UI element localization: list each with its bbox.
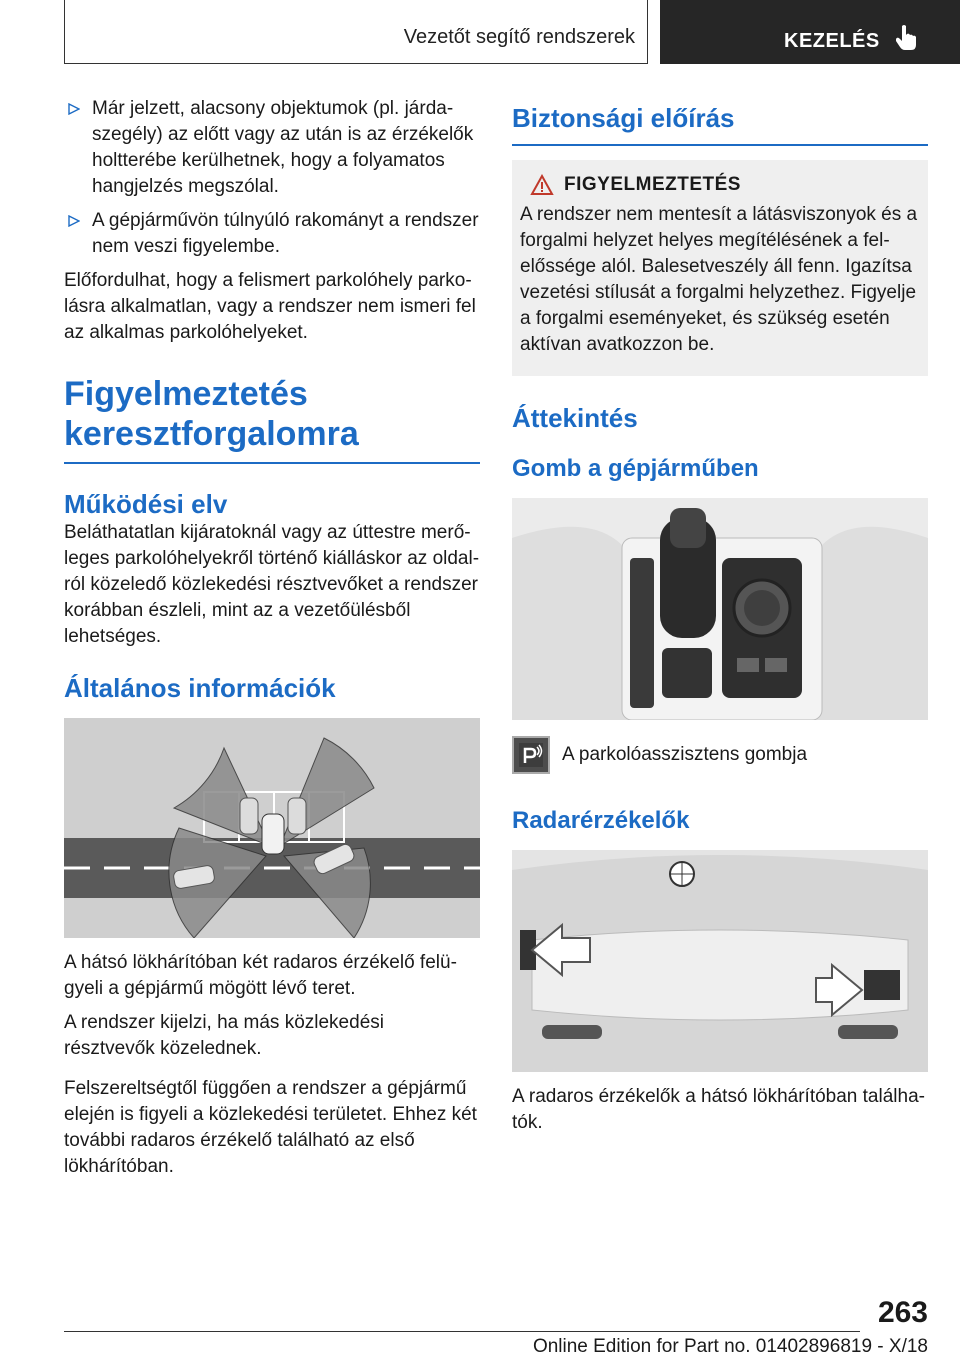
header-section-title: Vezetőt segítő rendszerek: [403, 26, 635, 48]
center-console-photo: [512, 498, 928, 720]
list-item: [64, 96, 480, 200]
left-column: [64, 96, 480, 1188]
paragraph: A rendszer kijelzi, ha más közlekedési résztvevők közelednek.: [64, 1012, 384, 1059]
cross-traffic-illustration: [64, 718, 480, 938]
warning-title: FIGYELMEZTETÉS: [564, 174, 741, 195]
rear-bumper-photo: [512, 850, 928, 1072]
paragraph: Felszereltségtől függően a rendszer a gépjármű elején is figyeli a közlekedési területet. Ehhez két további radaros érzékelő található az első lökhárítóban.: [64, 1078, 477, 1177]
pointing-hand-icon: [896, 24, 918, 50]
header-section-box: [64, 0, 648, 64]
header-chapter-label: KEZELÉS: [784, 30, 880, 52]
parking-sensor-icon: [517, 741, 545, 769]
bullet-text: Már jelzett, alacsony objektumok (pl. járdaszegély) az előtt vagy az után is az érzékelők holtterébe kerülhetnek, hogy a folyamatos hangjelzés megszólal.: [92, 98, 474, 197]
bullet-text: A gépjárművön túlnyúló rakományt a rendszer nem veszi figyelembe.: [92, 210, 479, 257]
heading-principle: Működési elv: [64, 489, 228, 519]
paragraph: Előfordulhat, hogy a felismert parkolóhely parkolásra alkalmatlan, vagy a rendszer nem ismeri fel az alkalmas parkolóhelyeket.: [64, 270, 476, 343]
warning-text: A rendszer nem mentesít a látásviszonyok és a forgalmi helyzet helyes megítélésének a felelőssége alól. Balesetveszély áll fenn. Igazítsa vezetési stílusát a forgalmi helyzethez. Figyelje a forgalmi eseményeket, és szükség esetén aktívan avatkozzon be.: [520, 204, 918, 355]
figure-caption: A hátsó lökhárítóban két radaros érzékelő felügyeli a gépjármű mögött lévő teret.: [64, 952, 457, 999]
heading-general-info: Általános információk: [64, 673, 336, 703]
page-number: 263: [877, 1296, 928, 1329]
button-caption-row: [512, 736, 928, 774]
button-caption: A parkolóasszisztens gombja: [562, 744, 808, 765]
triangle-bullet-icon: [68, 215, 80, 227]
figure-caption: A radaros érzékelők a hátsó lökhárítóban találhatók.: [512, 1086, 925, 1133]
footer-divider: [64, 1331, 860, 1332]
parking-scene-graphic: [64, 718, 480, 938]
park-assist-button-icon: [512, 736, 550, 774]
header-chapter-box: [660, 0, 960, 64]
warning-header: [520, 174, 920, 196]
console-graphic: [512, 498, 928, 720]
heading-safety: Biztonsági előírás: [512, 96, 928, 146]
heading-radar-sensors: Radarérzékelők: [512, 807, 690, 834]
paragraph: Beláthatatlan kijáratoknál vagy az úttestre merőleges parkolóhelyekről történő kiálláskor az oldalról közeledő közlekedési résztvevőket a rendszer korábban észleli, mint az a vezetőülésből lehetséges.: [64, 522, 480, 647]
section-heading-cross-traffic: Figyelmeztetés keresztforgalomra: [64, 374, 480, 464]
list-item: [64, 208, 480, 260]
heading-overview: Áttekintés: [512, 403, 638, 433]
right-column: [512, 96, 928, 1144]
bumper-graphic: [512, 850, 928, 1072]
warning-box: [512, 160, 928, 376]
triangle-bullet-icon: [68, 103, 80, 115]
heading-button-in-vehicle: Gomb a gépjárműben: [512, 455, 759, 482]
warning-triangle-icon: [530, 174, 554, 196]
footer-edition: Online Edition for Part no. 01402896819 - X/18: [532, 1336, 928, 1357]
